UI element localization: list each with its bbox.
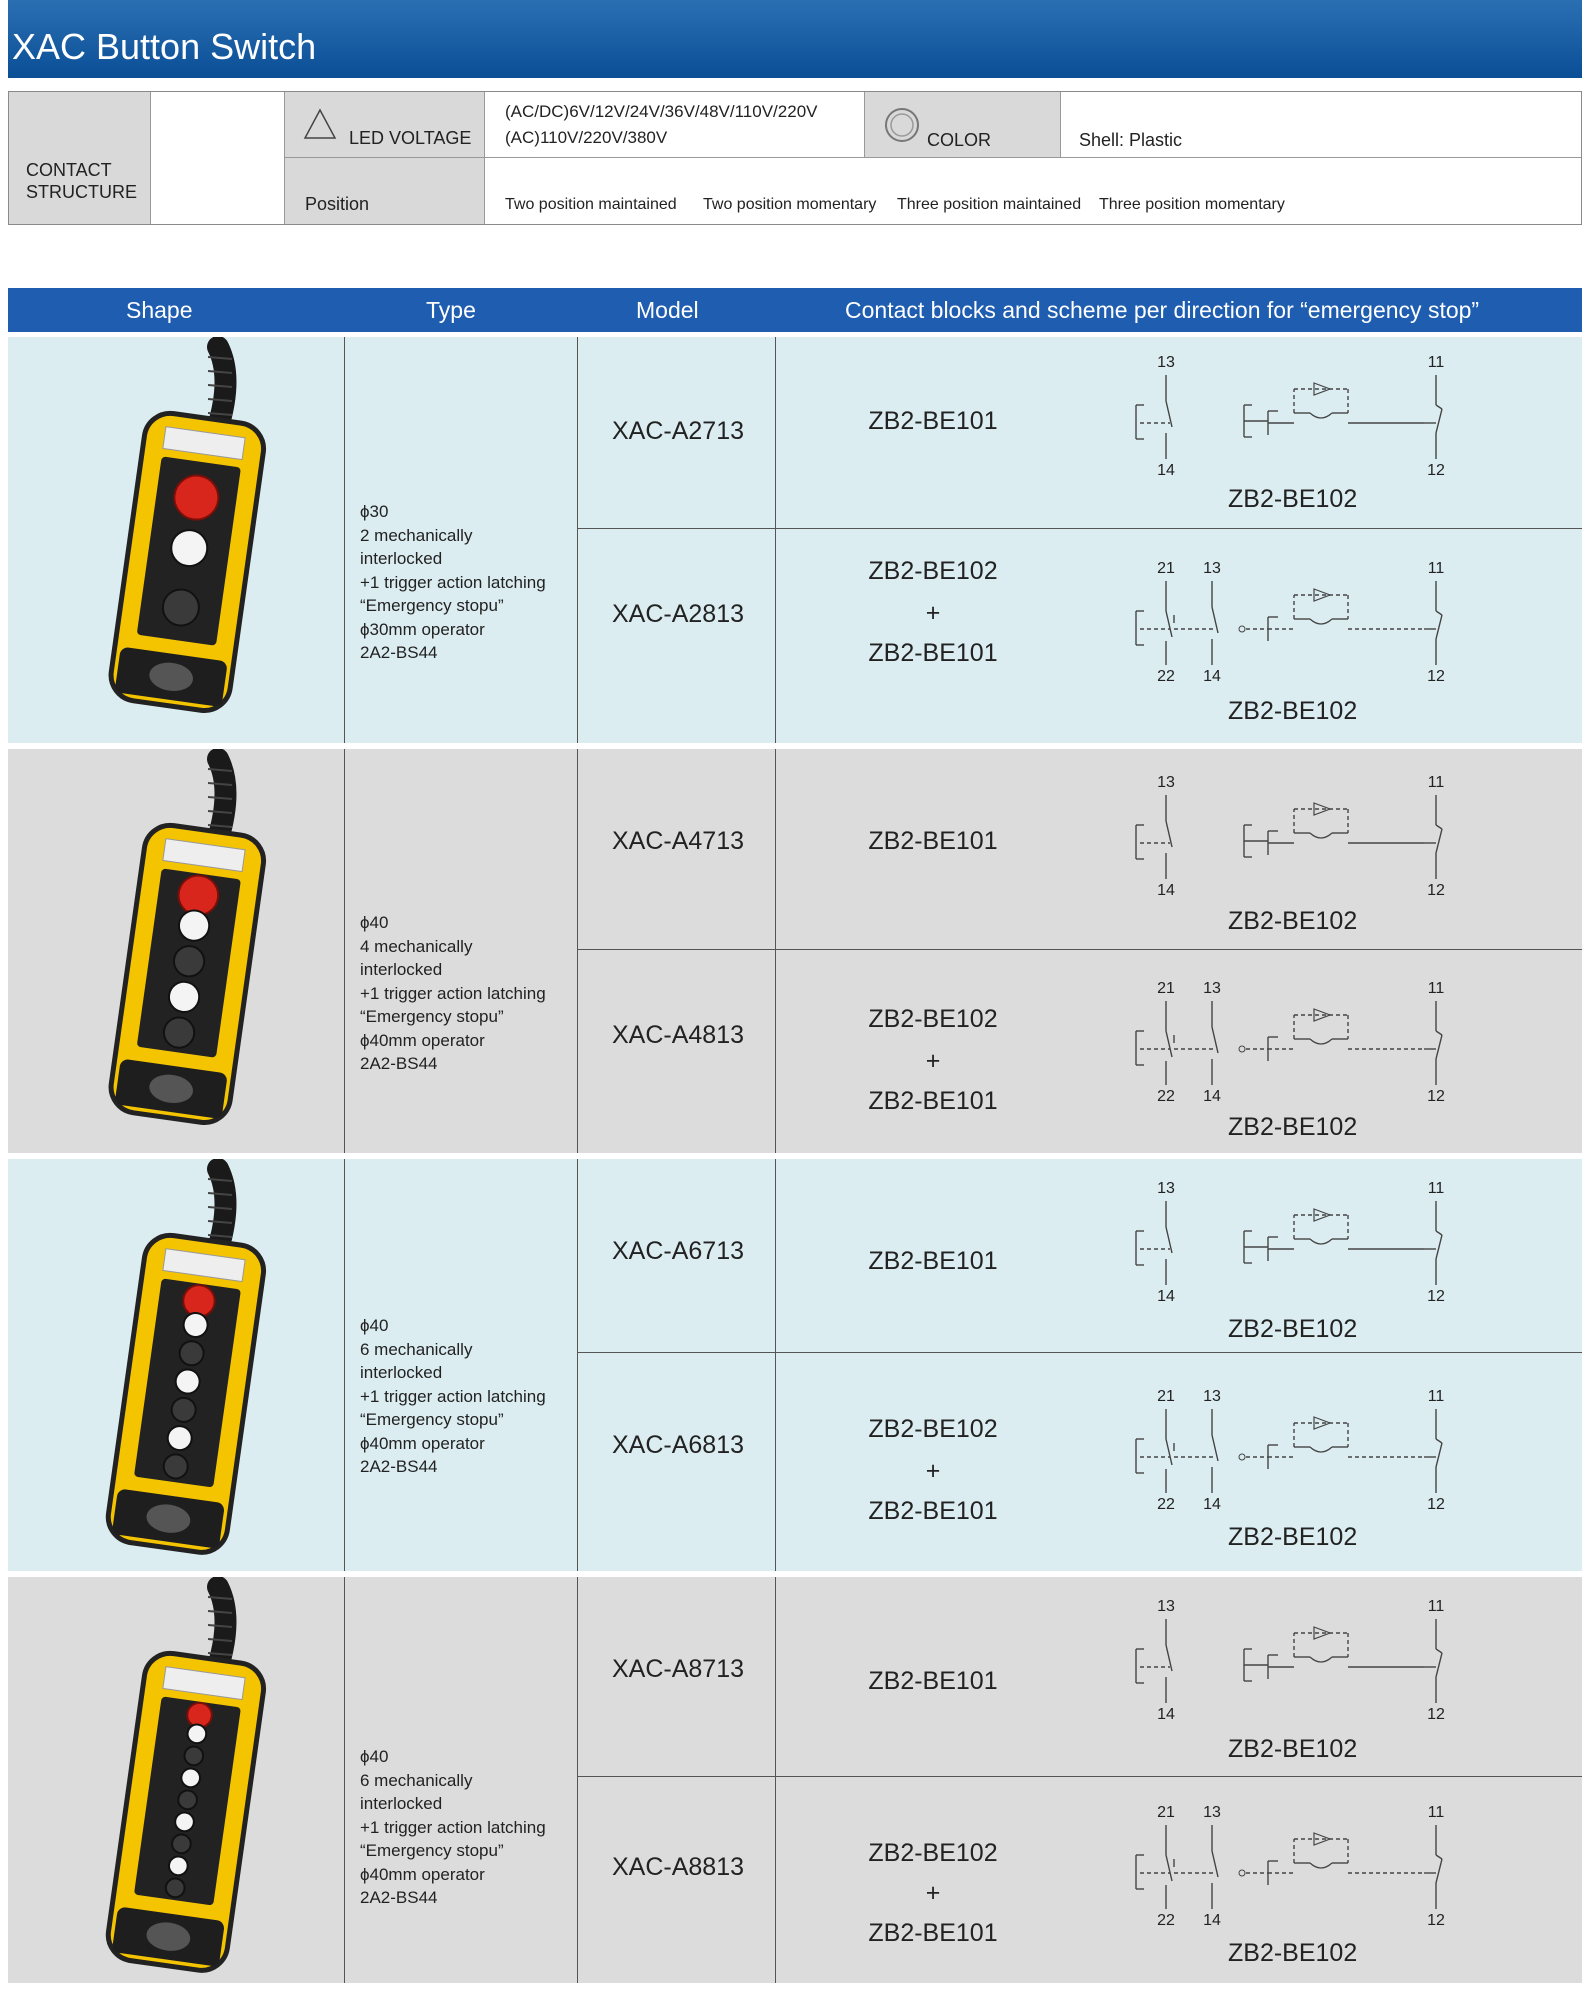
scheme-curve [1310,1239,1332,1244]
terminal-label: 11 [1427,1598,1445,1615]
type-line: interlocked [360,1794,443,1813]
row-divider [577,949,1582,950]
shell-cell [1061,92,1581,158]
pendant-image [68,1159,308,1559]
header-model: Model [636,297,699,323]
type-line: +1 trigger action latching [360,572,546,592]
type-description [360,1314,546,1479]
contact-block: ZB2-BE101 [868,1497,998,1525]
type-line: ϕ40mm operator [360,1864,485,1884]
contact-scheme-diagram [1118,555,1458,695]
terminal-label: 11 [1427,980,1445,997]
column-divider [577,1577,578,1983]
terminal-label: 12 [1427,1496,1445,1513]
scheme-line [1436,611,1442,615]
pendant-image [68,749,308,1149]
contact-scheme-diagram [1118,1175,1458,1315]
terminal-label: 12 [1427,1912,1445,1929]
contact-scheme-diagram [1118,1593,1458,1733]
scheme-curve [1310,413,1332,418]
header-contact: Contact blocks and scheme per direction for “emergency stop” [845,297,1480,323]
product-group [8,1577,1582,1983]
terminal-label: 13 [1157,1598,1175,1615]
scheme-line [1436,1439,1442,1443]
color-ring-icon [883,106,921,144]
contact-block: ZB2-BE102 [868,1415,998,1443]
voltage-line-1: (AC/DC)6V/12V/24V/36V/48V/110V/220V [505,102,818,121]
terminal-label: 14 [1157,1288,1175,1305]
type-line: 6 mechanically [360,1770,473,1790]
scheme-line [1436,1859,1442,1883]
product-group [8,749,1582,1153]
terminal-label: 12 [1427,1288,1445,1305]
scheme-curve [1310,1039,1332,1044]
type-line: +1 trigger action latching [360,1817,546,1837]
terminal-label: 13 [1203,1388,1221,1405]
scheme-line [1436,1031,1442,1035]
type-line: 2A2-BS44 [360,1888,438,1907]
type-line: ϕ40 [360,1316,389,1335]
type-line: 6 mechanically [360,1339,473,1359]
terminal-label: 22 [1157,1912,1175,1929]
position-label: Position [305,194,370,214]
scheme-line [1436,1035,1442,1059]
row-divider [577,1776,1582,1777]
terminal-label: 21 [1157,1804,1175,1821]
terminal-label: 12 [1427,462,1445,479]
terminal-label: 14 [1203,1088,1221,1105]
column-divider [344,749,345,1153]
model-number: XAC-A6713 [611,1237,745,1265]
terminal-label: 21 [1157,560,1175,577]
scheme-cell [1118,769,1458,914]
scheme-name: ZB2-BE102 [1228,1315,1358,1343]
type-line: 2A2-BS44 [360,1457,438,1476]
position-option: Two position maintained [505,196,677,213]
scheme-cell [1118,1175,1458,1320]
product-group [8,337,1582,743]
scheme-name: ZB2-BE102 [1228,697,1358,725]
contact-block: + [925,1047,941,1075]
contact-structure-label: CONTACT STRUCTURE [26,160,137,202]
position-option: Two position momentary [703,196,877,213]
scheme-line [1166,1031,1172,1057]
scheme-cell [1118,975,1458,1120]
contact-block: ZB2-BE101 [868,407,998,435]
shape-cell [68,1577,308,1977]
shell-text: Shell: Plastic [1079,130,1183,150]
type-description [360,911,546,1076]
column-divider [577,1159,578,1571]
contact-block: + [925,1879,941,1907]
scheme-name: ZB2-BE102 [1228,485,1358,513]
type-line: ϕ40 [360,1747,389,1766]
type-line: +1 trigger action latching [360,1386,546,1406]
contact-block: + [925,599,941,627]
terminal-label: 11 [1427,354,1445,371]
contact-structure-cell [9,92,151,224]
scheme-name: ZB2-BE102 [1228,1735,1358,1763]
model-number: XAC-A2713 [611,417,745,445]
positions-cell [485,158,1581,224]
terminal-label: 11 [1427,560,1445,577]
table-header [8,288,1582,332]
contact-block: ZB2-BE102 [868,1839,998,1867]
column-divider [577,749,578,1153]
terminal-label: 12 [1427,1088,1445,1105]
scheme-cell [1118,349,1458,494]
terminal-label: 12 [1427,882,1445,899]
column-divider [775,337,776,743]
scheme-line [1436,825,1442,829]
shape-cell [68,749,308,1149]
shape-cell [68,1159,308,1559]
terminal-label: 11 [1427,1388,1445,1405]
contact-block: ZB2-BE101 [868,639,998,667]
terminal-label: 13 [1203,1804,1221,1821]
scheme-node [1239,1454,1245,1460]
type-description [360,500,546,665]
type-line: “Emergency stopu” [360,1410,504,1429]
type-line: 4 mechanically [360,936,473,956]
pendant-image [68,337,308,737]
type-line: “Emergency stopu” [360,596,504,615]
scheme-line [1436,405,1442,409]
terminal-label: 22 [1157,1496,1175,1513]
contact-structure-blank [151,92,285,224]
type-line: ϕ40mm operator [360,1433,485,1453]
terminal-label: 14 [1157,462,1175,479]
terminal-label: 12 [1427,668,1445,685]
row-divider [577,1352,1582,1353]
column-divider [344,337,345,743]
contact-block: ZB2-BE101 [868,1919,998,1947]
position-option: Three position momentary [1099,196,1285,213]
contact-scheme-diagram [1118,1799,1458,1939]
model-number: XAC-A4813 [611,1021,745,1049]
type-line: “Emergency stopu” [360,1841,504,1860]
scheme-curve [1310,1447,1332,1452]
pendant-image [68,1577,308,1977]
contact-block: ZB2-BE101 [868,1247,998,1275]
contact-scheme-diagram [1118,1383,1458,1523]
column-divider [775,1159,776,1571]
color-cell [865,92,1061,158]
contact-block: ZB2-BE101 [868,1087,998,1115]
header-shape: Shape [126,297,193,323]
warning-triangle-icon [303,108,337,140]
product-group [8,1159,1582,1571]
column-divider [775,749,776,1153]
position-option: Three position maintained [897,196,1082,213]
voltage-line-2: (AC)110V/220V/380V [505,128,668,147]
terminal-label: 13 [1203,980,1221,997]
scheme-name: ZB2-BE102 [1228,1523,1358,1551]
color-label: COLOR [927,130,992,150]
column-divider [775,1577,776,1983]
led-voltage-label: LED VOLTAGE [349,128,472,148]
scheme-line [1436,1653,1442,1677]
terminal-label: 14 [1203,1496,1221,1513]
row-divider [577,528,1582,529]
type-line: interlocked [360,960,443,979]
title-bar [8,0,1582,78]
contact-block: ZB2-BE102 [868,1005,998,1033]
model-number: XAC-A4713 [611,827,745,855]
led-voltage-cell [285,92,485,158]
contact-block: ZB2-BE101 [868,827,998,855]
scheme-node [1239,1046,1245,1052]
shape-cell [68,337,308,737]
scheme-line [1166,611,1172,637]
scheme-line [1436,1443,1442,1467]
terminal-label: 13 [1157,774,1175,791]
scheme-line [1436,1231,1442,1235]
type-line: ϕ30mm operator [360,619,485,639]
scheme-cell [1118,1593,1458,1738]
scheme-line [1166,1439,1172,1465]
model-number: XAC-A6813 [611,1431,745,1459]
model-number: XAC-A2813 [611,600,745,628]
scheme-curve [1310,1863,1332,1868]
scheme-line [1436,615,1442,639]
position-cell [285,158,485,224]
terminal-label: 12 [1427,1706,1445,1723]
terminal-label: 21 [1157,1388,1175,1405]
contact-block: ZB2-BE102 [868,557,998,585]
terminal-label: 22 [1157,668,1175,685]
type-line: 2A2-BS44 [360,643,438,662]
terminal-label: 11 [1427,1180,1445,1197]
type-line: 2A2-BS44 [360,1054,438,1073]
scheme-cell [1118,555,1458,700]
contact-structure-table [8,91,1582,225]
scheme-line [1166,1855,1172,1881]
header-type: Type [426,297,476,323]
model-number: XAC-A8713 [611,1655,745,1683]
terminal-label: 21 [1157,980,1175,997]
scheme-line [1436,1235,1442,1259]
type-line: interlocked [360,549,443,568]
scheme-name: ZB2-BE102 [1228,1939,1358,1967]
terminal-label: 13 [1157,354,1175,371]
type-line: interlocked [360,1363,443,1382]
terminal-label: 11 [1427,774,1445,791]
column-divider [344,1577,345,1983]
type-line: ϕ40 [360,913,389,932]
scheme-line [1436,409,1442,433]
type-line: +1 trigger action latching [360,983,546,1003]
scheme-line [1436,1855,1442,1859]
contact-scheme-diagram [1118,975,1458,1115]
type-line: ϕ40mm operator [360,1030,485,1050]
scheme-name: ZB2-BE102 [1228,907,1358,935]
terminal-label: 14 [1203,1912,1221,1929]
scheme-node [1239,1870,1245,1876]
scheme-line [1436,829,1442,853]
terminal-label: 14 [1157,882,1175,899]
page-title: XAC Button Switch [12,26,317,67]
contact-scheme-diagram [1118,349,1458,489]
terminal-label: 14 [1203,668,1221,685]
contact-scheme-diagram [1118,769,1458,909]
scheme-node [1239,626,1245,632]
voltage-cell [485,92,865,158]
column-divider [577,337,578,743]
column-divider [344,1159,345,1571]
type-line: 2 mechanically [360,525,473,545]
scheme-curve [1310,619,1332,624]
scheme-cell [1118,1799,1458,1944]
terminal-label: 22 [1157,1088,1175,1105]
terminal-label: 13 [1157,1180,1175,1197]
scheme-curve [1310,833,1332,838]
model-number: XAC-A8813 [611,1853,745,1881]
type-description [360,1745,546,1910]
terminal-label: 13 [1203,560,1221,577]
contact-block: + [925,1457,941,1485]
scheme-curve [1310,1657,1332,1662]
contact-block: ZB2-BE101 [868,1667,998,1695]
scheme-name: ZB2-BE102 [1228,1113,1358,1141]
scheme-line [1436,1649,1442,1653]
type-line: “Emergency stopu” [360,1007,504,1026]
terminal-label: 14 [1157,1706,1175,1723]
terminal-label: 11 [1427,1804,1445,1821]
scheme-cell [1118,1383,1458,1528]
type-line: ϕ30 [360,502,389,521]
